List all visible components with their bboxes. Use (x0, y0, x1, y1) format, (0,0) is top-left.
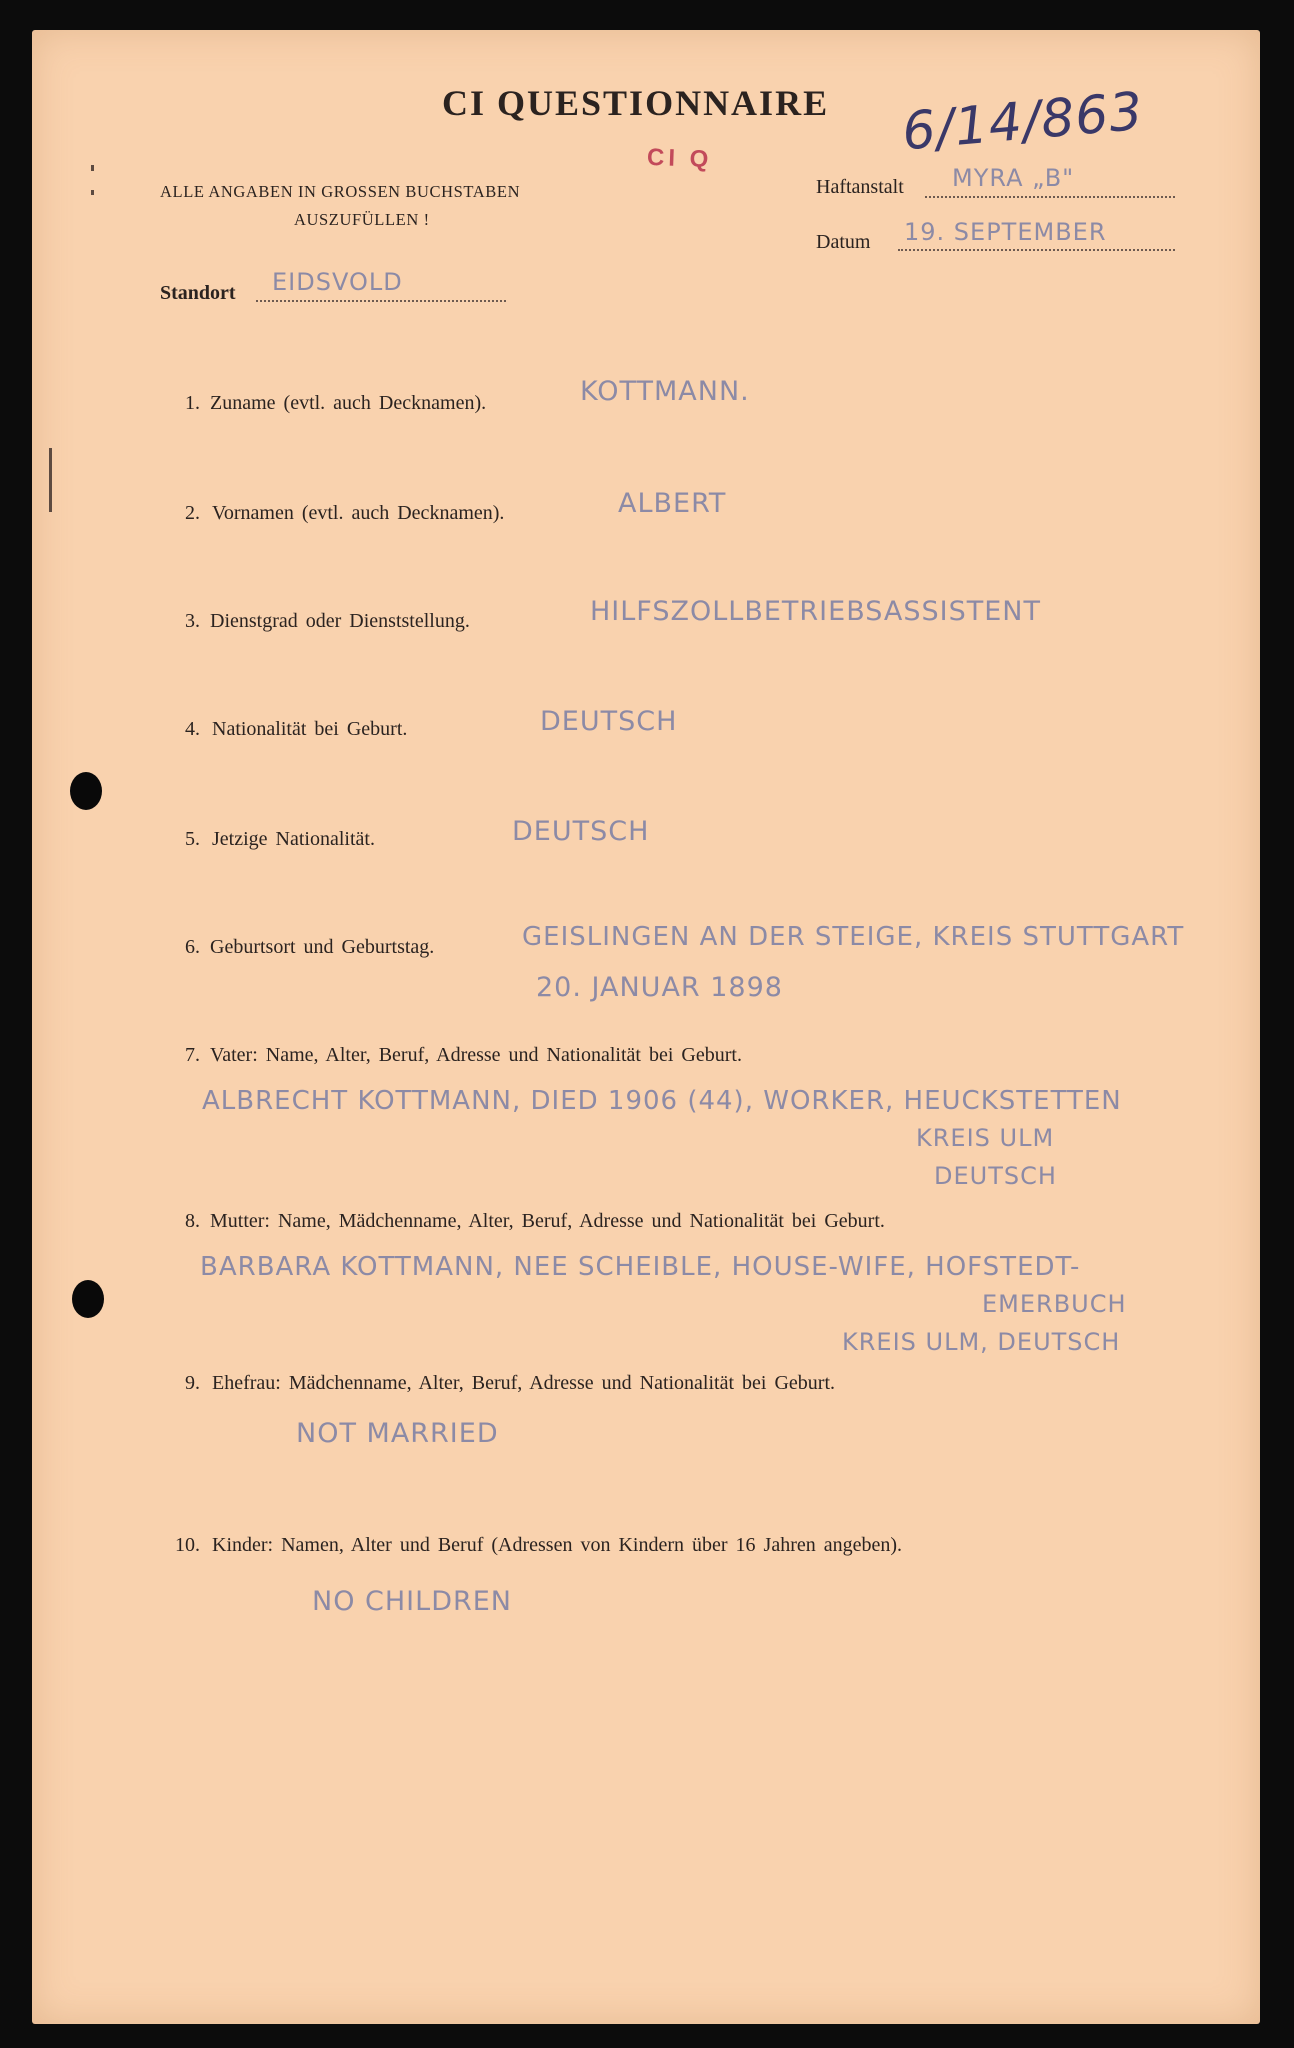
question-1-label: Zuname (evtl. auch Decknamen). (210, 392, 487, 414)
question-10-answer: NO CHILDREN (312, 1586, 512, 1617)
file-number: 6/14/863 (899, 81, 1146, 163)
standort-value: EIDSVOLD (272, 268, 403, 296)
haftanstalt-value: MYRA „B" (952, 164, 1075, 192)
question-3-answer: HILFSZOLLBETRIEBSASSISTENT (590, 596, 1041, 627)
instruction-line-2: AUSZUFÜLLEN ! (294, 210, 430, 229)
question-3-label: Dienstgrad oder Dienststellung. (210, 610, 470, 632)
question-1-answer: KOTTMANN. (580, 376, 750, 407)
question-9-label: Ehefrau: Mädchenname, Alter, Beruf, Adresse und Nationalität bei Geburt. (212, 1372, 836, 1394)
question-5-number: 5. (185, 828, 200, 850)
question-6-label: Geburtsort und Geburtstag. (210, 936, 435, 958)
question-7-answer-line-2: KREIS ULM (916, 1124, 1055, 1152)
question-6-answer-line-2: 20. JANUAR 1898 (536, 972, 783, 1003)
question-9-number: 9. (185, 1372, 200, 1394)
haftanstalt-line (925, 196, 1175, 198)
question-5-label: Jetzige Nationalität. (212, 828, 375, 850)
datum-line (898, 249, 1175, 251)
question-2-number: 2. (185, 502, 200, 524)
question-3-number: 3. (185, 610, 200, 632)
question-9-answer: NOT MARRIED (296, 1418, 499, 1449)
standort-label: Standort (160, 282, 236, 304)
question-2-label: Vornamen (evtl. auch Decknamen). (212, 502, 505, 524)
punch-hole-bottom (72, 1280, 104, 1318)
instruction-line-1: ALLE ANGABEN IN GROSSEN BUCHSTABEN (160, 182, 521, 201)
question-2-answer: ALBERT (618, 488, 727, 519)
paper-mark (91, 165, 94, 171)
punch-hole-top (70, 772, 102, 810)
question-8-answer-line-3: KREIS ULM, DEUTSCH (842, 1328, 1121, 1356)
question-8-answer-line-2: EMERBUCH (982, 1290, 1127, 1318)
questionnaire-page (32, 30, 1260, 2024)
question-8-answer-line-1: BARBARA KOTTMANN, NEE SCHEIBLE, HOUSE-WIFE, HOFSTEDT- (200, 1252, 1081, 1282)
datum-value: 19. SEPTEMBER (904, 218, 1107, 246)
paper-mark (49, 448, 52, 512)
question-7-answer-line-3: DEUTSCH (934, 1162, 1057, 1190)
question-5-answer: DEUTSCH (512, 816, 650, 847)
question-6-answer-line-1: GEISLINGEN AN DER STEIGE, KREIS STUTTGART (522, 922, 1185, 952)
ciq-stamp: CI Q (646, 143, 713, 174)
question-7-label: Vater: Name, Alter, Beruf, Adresse und Nationalität bei Geburt. (210, 1044, 742, 1066)
question-6-number: 6. (185, 936, 200, 958)
page-title: CI QUESTIONNAIRE (442, 83, 830, 123)
question-10-label: Kinder: Namen, Alter und Beruf (Adressen von Kindern über 16 Jahren angeben). (212, 1534, 903, 1556)
question-8-label: Mutter: Name, Mädchenname, Alter, Beruf, Adresse und Nationalität bei Geburt. (210, 1210, 885, 1232)
question-4-answer: DEUTSCH (540, 706, 678, 737)
question-10-number: 10. (175, 1534, 200, 1556)
question-7-number: 7. (185, 1044, 200, 1066)
question-4-number: 4. (185, 718, 200, 740)
question-8-number: 8. (185, 1210, 200, 1232)
haftanstalt-label: Haftanstalt (816, 176, 904, 198)
question-1-number: 1. (185, 392, 200, 414)
question-4-label: Nationalität bei Geburt. (212, 718, 408, 740)
datum-label: Datum (816, 231, 871, 253)
standort-line (256, 300, 506, 302)
paper-mark (91, 190, 94, 195)
question-7-answer-line-1: ALBRECHT KOTTMANN, DIED 1906 (44), WORKER, HEUCKSTETTEN (202, 1086, 1122, 1116)
